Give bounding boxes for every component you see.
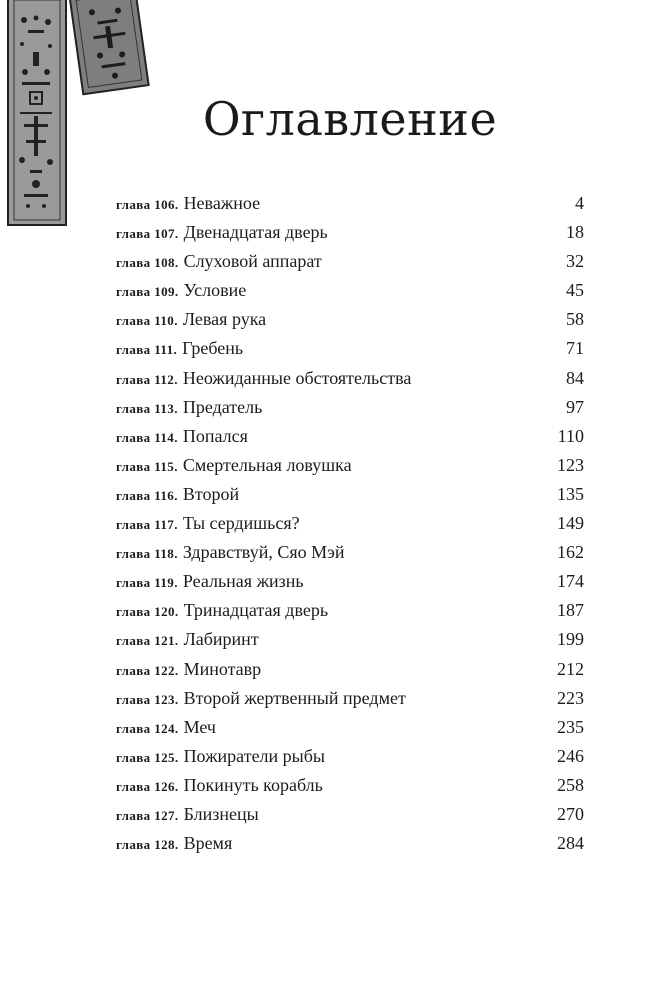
chapter-page-number: 246	[557, 745, 584, 766]
chapter-title: Предатель	[182, 396, 263, 417]
chapter-label: глава 107.	[116, 226, 179, 242]
toc-row[interactable]	[116, 746, 584, 775]
chapter-label: глава 110.	[116, 313, 178, 329]
chapter-page-number: 149	[557, 513, 584, 534]
chapter-title: Ты сердишься?	[182, 513, 300, 534]
chapter-label: глава 126.	[116, 778, 179, 794]
chapter-title: Попался	[182, 425, 248, 446]
chapter-label: глава 127.	[116, 807, 179, 823]
chapter-title: Двенадцатая дверь	[183, 222, 328, 243]
chapter-page-number: 110	[557, 425, 584, 446]
toc-row[interactable]	[116, 513, 584, 542]
chapter-title: Второй	[182, 483, 240, 504]
toc-row[interactable]	[116, 775, 584, 804]
chapter-page-number: 18	[566, 222, 584, 243]
chapter-label: глава 114.	[116, 429, 178, 445]
toc-row[interactable]	[116, 397, 584, 426]
chapter-title: Минотавр	[183, 658, 262, 679]
chapter-title: Гребень	[182, 338, 244, 359]
talisman-strip-right	[69, 0, 148, 94]
chapter-title: Неожиданные обстоятельства	[182, 367, 412, 388]
chapter-title: Неважное	[183, 193, 261, 213]
chapter-page-number: 71	[566, 338, 584, 359]
chapter-label: глава 125.	[116, 749, 179, 765]
chapter-page-number: 123	[557, 454, 584, 475]
toc-row[interactable]	[116, 426, 584, 455]
chapter-page-number: 32	[566, 251, 584, 272]
toc-row[interactable]	[116, 484, 584, 513]
chapter-title: Покинуть корабль	[183, 774, 323, 795]
chapter-page-number: 199	[557, 629, 584, 650]
chapter-page-number: 174	[557, 571, 584, 592]
chapter-label: глава 128.	[116, 837, 179, 853]
chapter-title: Пожиратели рыбы	[183, 745, 326, 766]
chapter-page-number: 97	[566, 396, 584, 417]
chapter-label: глава 111.	[116, 342, 178, 358]
chapter-page-number: 258	[557, 774, 584, 795]
table-of-contents	[116, 193, 584, 862]
chapter-label: глава 115.	[116, 458, 178, 474]
chapter-title: Время	[183, 833, 233, 854]
chapter-title: Здравствуй, Сяо Мэй	[182, 542, 345, 563]
chapter-label: глава 112.	[116, 371, 178, 387]
chapter-label: глава 118.	[116, 546, 178, 562]
toc-row[interactable]	[116, 309, 584, 338]
toc-row[interactable]	[116, 688, 584, 717]
toc-row[interactable]	[116, 717, 584, 746]
chapter-page-number: 58	[566, 309, 584, 330]
chapter-page-number: 212	[557, 658, 584, 679]
toc-row[interactable]	[116, 455, 584, 484]
toc-row[interactable]	[116, 251, 584, 280]
chapter-title: Смертельная ловушка	[182, 454, 352, 475]
chapter-label: глава 109.	[116, 284, 179, 300]
toc-row[interactable]	[116, 659, 584, 688]
toc-row[interactable]	[116, 629, 584, 658]
chapter-page-number: 270	[557, 803, 584, 824]
chapter-page-number: 162	[557, 542, 584, 563]
chapter-title: Реальная жизнь	[182, 571, 304, 592]
chapter-page-number: 235	[557, 716, 584, 737]
chapter-page-number: 223	[557, 687, 584, 708]
chapter-label: глава 123.	[116, 691, 179, 707]
toc-row[interactable]	[116, 222, 584, 251]
toc-row[interactable]	[116, 368, 584, 397]
chapter-label: глава 108.	[116, 255, 179, 271]
chapter-title: Тринадцатая дверь	[183, 600, 329, 621]
chapter-title: Второй жертвенный предмет	[183, 687, 406, 708]
chapter-page-number: 187	[557, 600, 584, 621]
chapter-label: глава 121.	[116, 633, 179, 649]
chapter-label: глава 106.	[116, 197, 179, 212]
chapter-title: Условие	[183, 280, 247, 301]
toc-row[interactable]	[116, 542, 584, 571]
chapter-label: глава 120.	[116, 604, 179, 620]
toc-row[interactable]	[116, 280, 584, 309]
chapter-label: глава 116.	[116, 487, 178, 503]
chapter-title: Лабиринт	[183, 629, 259, 650]
chapter-page-number: 84	[566, 367, 584, 388]
chapter-title: Слуховой аппарат	[183, 251, 322, 272]
chapter-title: Близнецы	[183, 803, 259, 824]
toc-row[interactable]	[116, 571, 584, 600]
toc-row[interactable]	[116, 600, 584, 629]
toc-row[interactable]	[116, 338, 584, 367]
chapter-label: глава 119.	[116, 575, 178, 591]
toc-row[interactable]	[116, 833, 584, 862]
chapter-page-number: 45	[566, 280, 584, 301]
chapter-label: глава 122.	[116, 662, 179, 678]
chapter-page-number: 284	[557, 833, 584, 854]
chapter-label: глава 124.	[116, 720, 179, 736]
chapter-page-number: 135	[557, 483, 584, 504]
chapter-label: глава 113.	[116, 400, 178, 416]
chapter-label: глава 117.	[116, 517, 178, 533]
page-title: Оглавление	[202, 92, 498, 146]
toc-row[interactable]	[116, 193, 584, 222]
chapter-title: Левая рука	[182, 309, 267, 330]
chapter-title: Меч	[183, 716, 216, 737]
toc-row[interactable]	[116, 804, 584, 833]
chapter-page-number: 4	[575, 193, 584, 213]
